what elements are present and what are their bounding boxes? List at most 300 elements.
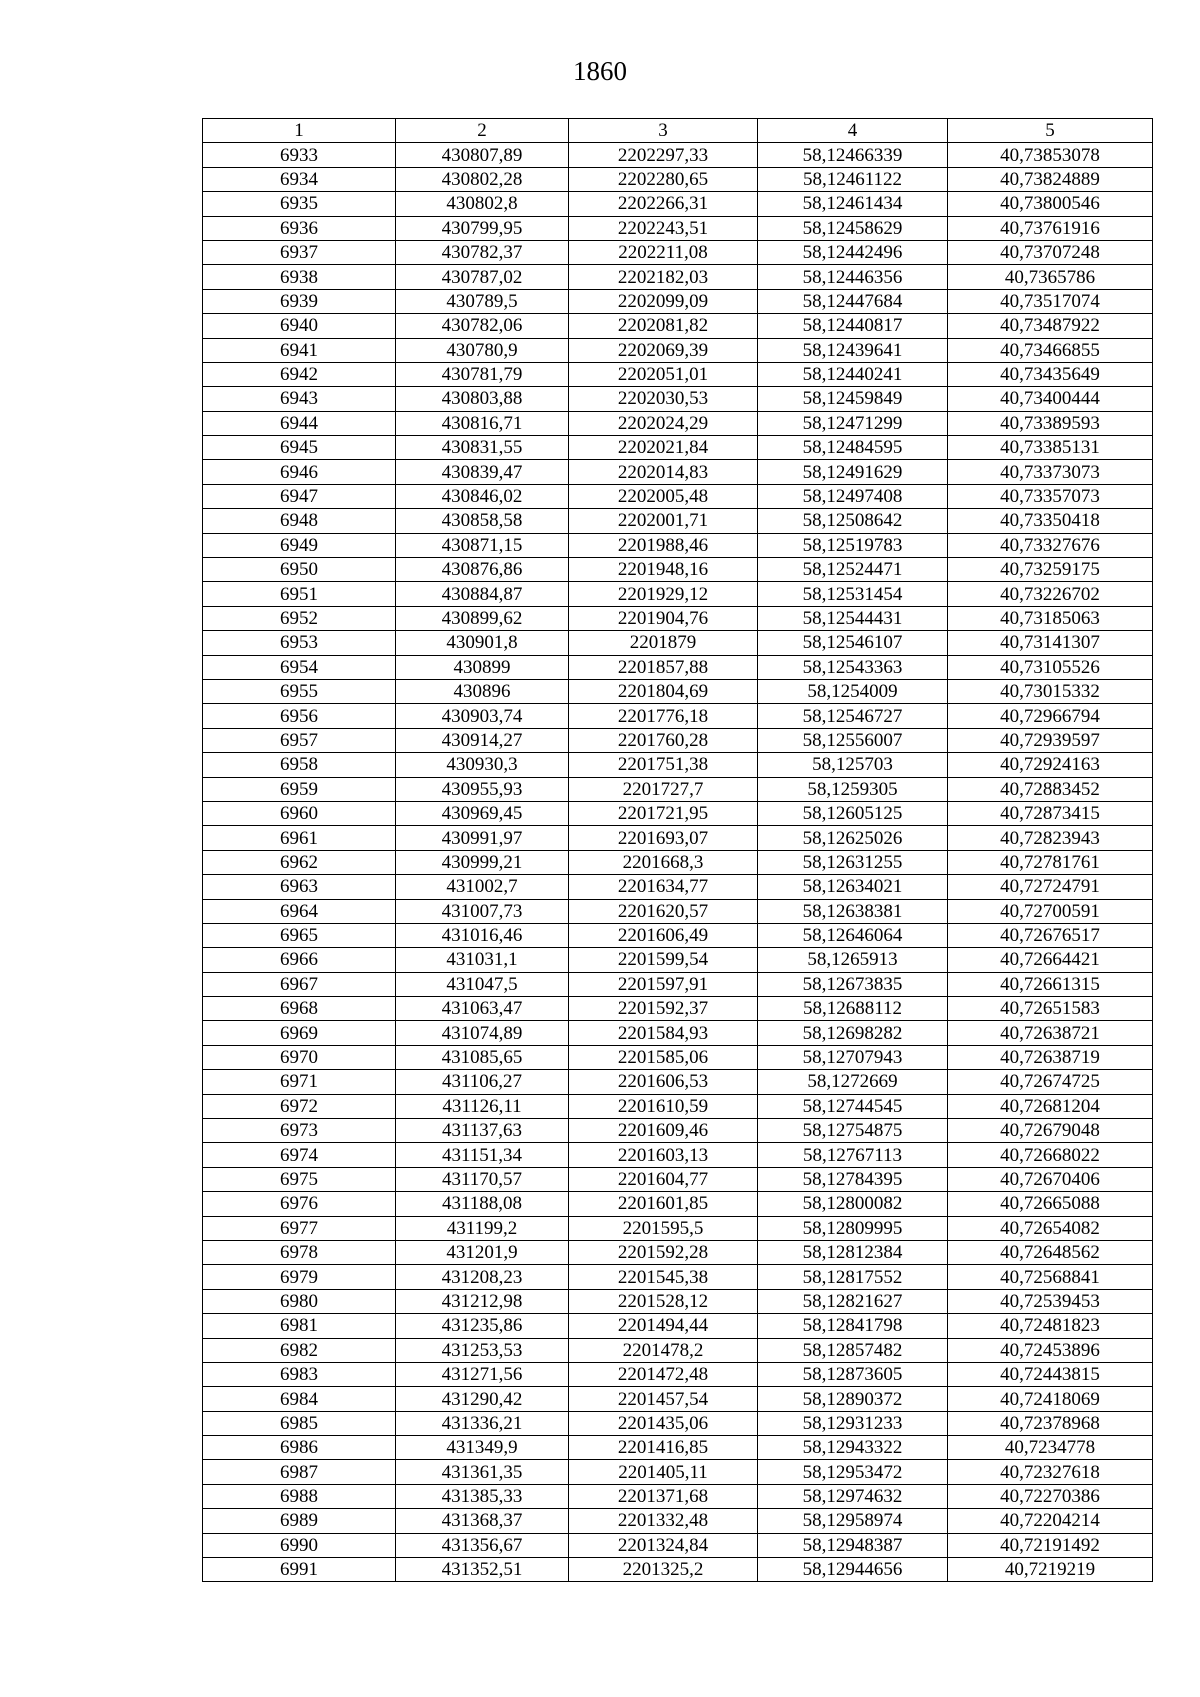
table-cell: 6960 — [203, 801, 396, 825]
table-cell: 6933 — [203, 143, 396, 167]
table-cell: 431352,51 — [396, 1558, 569, 1582]
table-cell: 40,72665088 — [948, 1192, 1153, 1216]
table-cell: 6973 — [203, 1119, 396, 1143]
table-cell: 6951 — [203, 582, 396, 606]
table-cell: 2201620,57 — [569, 899, 758, 923]
table-cell: 431368,37 — [396, 1509, 569, 1533]
table-cell: 40,72674725 — [948, 1070, 1153, 1094]
table-cell: 40,73015332 — [948, 679, 1153, 703]
table-cell: 40,7365786 — [948, 265, 1153, 289]
table-cell: 2201457,54 — [569, 1387, 758, 1411]
table-cell: 2201776,18 — [569, 704, 758, 728]
table-cell: 6978 — [203, 1240, 396, 1264]
table-cell: 431385,33 — [396, 1484, 569, 1508]
table-cell: 40,73350418 — [948, 509, 1153, 533]
table-cell: 40,72443815 — [948, 1362, 1153, 1386]
table-cell: 6934 — [203, 167, 396, 191]
table-cell: 58,12556007 — [758, 728, 948, 752]
table-cell: 58,12442496 — [758, 240, 948, 264]
table-cell: 6943 — [203, 387, 396, 411]
table-cell: 2201610,59 — [569, 1094, 758, 1118]
table-cell: 430846,02 — [396, 484, 569, 508]
table-cell: 40,72873415 — [948, 801, 1153, 825]
table-cell: 430839,47 — [396, 460, 569, 484]
table-row — [203, 484, 1153, 508]
table-cell: 40,73761916 — [948, 216, 1153, 240]
table-cell: 2201325,2 — [569, 1558, 758, 1582]
table-cell: 6963 — [203, 875, 396, 899]
table-row — [203, 1362, 1153, 1386]
table-row — [203, 216, 1153, 240]
table-cell: 58,1254009 — [758, 679, 948, 703]
table-cell: 58,12484595 — [758, 436, 948, 460]
table-cell: 58,1272669 — [758, 1070, 948, 1094]
table-cell: 2201601,85 — [569, 1192, 758, 1216]
table-cell: 40,72638719 — [948, 1045, 1153, 1069]
header-row — [203, 119, 1153, 143]
table-cell: 430799,95 — [396, 216, 569, 240]
table-cell: 40,72327618 — [948, 1460, 1153, 1484]
table-cell: 40,73389593 — [948, 411, 1153, 435]
table-cell: 431271,56 — [396, 1362, 569, 1386]
table-row — [203, 728, 1153, 752]
table-cell: 58,12943322 — [758, 1436, 948, 1460]
table-cell: 2202081,82 — [569, 314, 758, 338]
table-cell: 2202182,03 — [569, 265, 758, 289]
table-cell: 430899,62 — [396, 606, 569, 630]
table-cell: 58,12821627 — [758, 1289, 948, 1313]
table-cell: 58,12948387 — [758, 1533, 948, 1557]
table-cell: 2201595,5 — [569, 1216, 758, 1240]
table-cell: 40,72823943 — [948, 826, 1153, 850]
table-cell: 58,12800082 — [758, 1192, 948, 1216]
table-cell: 430876,86 — [396, 558, 569, 582]
table-cell: 2201693,07 — [569, 826, 758, 850]
table-row — [203, 972, 1153, 996]
table-cell: 40,72724791 — [948, 875, 1153, 899]
table-cell: 431031,1 — [396, 948, 569, 972]
table-cell: 6935 — [203, 192, 396, 216]
table-cell: 430930,3 — [396, 753, 569, 777]
table-cell: 40,73466855 — [948, 338, 1153, 362]
table-row — [203, 387, 1153, 411]
table-row — [203, 1338, 1153, 1362]
table-cell: 2201751,38 — [569, 753, 758, 777]
table-cell: 6990 — [203, 1533, 396, 1557]
table-row — [203, 606, 1153, 630]
coordinates-table — [202, 118, 1153, 1582]
table-cell: 58,12447684 — [758, 289, 948, 313]
table-cell: 2202005,48 — [569, 484, 758, 508]
table-cell: 6972 — [203, 1094, 396, 1118]
table-cell: 40,73259175 — [948, 558, 1153, 582]
table-cell: 2202030,53 — [569, 387, 758, 411]
table-row — [203, 899, 1153, 923]
table-cell: 40,72204214 — [948, 1509, 1153, 1533]
table-cell: 6940 — [203, 314, 396, 338]
table-cell: 40,73185063 — [948, 606, 1153, 630]
table-cell: 431290,42 — [396, 1387, 569, 1411]
table-cell: 40,72191492 — [948, 1533, 1153, 1557]
table-cell: 430914,27 — [396, 728, 569, 752]
table-cell: 6944 — [203, 411, 396, 435]
table-cell: 6981 — [203, 1314, 396, 1338]
table-row — [203, 1484, 1153, 1508]
table-row — [203, 460, 1153, 484]
table-cell: 6987 — [203, 1460, 396, 1484]
table-cell: 6947 — [203, 484, 396, 508]
table-row — [203, 679, 1153, 703]
table-cell: 2201584,93 — [569, 1021, 758, 1045]
table-row — [203, 314, 1153, 338]
table-cell: 2201948,16 — [569, 558, 758, 582]
table-row — [203, 875, 1153, 899]
table-row — [203, 1143, 1153, 1167]
table-cell: 6988 — [203, 1484, 396, 1508]
table-cell: 40,73517074 — [948, 289, 1153, 313]
table-row — [203, 143, 1153, 167]
column-header: 4 — [758, 119, 948, 143]
table-cell: 6969 — [203, 1021, 396, 1045]
table-cell: 6989 — [203, 1509, 396, 1533]
table-cell: 6966 — [203, 948, 396, 972]
table-cell: 2201416,85 — [569, 1436, 758, 1460]
table-cell: 58,12841798 — [758, 1314, 948, 1338]
table-cell: 431002,7 — [396, 875, 569, 899]
table-row — [203, 558, 1153, 582]
table-cell: 58,12497408 — [758, 484, 948, 508]
table-cell: 6985 — [203, 1411, 396, 1435]
table-cell: 6959 — [203, 777, 396, 801]
table-cell: 40,73105526 — [948, 655, 1153, 679]
table-cell: 431201,9 — [396, 1240, 569, 1264]
table-cell: 2201597,91 — [569, 972, 758, 996]
table-cell: 58,12631255 — [758, 850, 948, 874]
table-row — [203, 1216, 1153, 1240]
table-cell: 430969,45 — [396, 801, 569, 825]
table-cell: 58,12646064 — [758, 923, 948, 947]
table-row — [203, 362, 1153, 386]
table-cell: 40,72651583 — [948, 997, 1153, 1021]
table-cell: 2202297,33 — [569, 143, 758, 167]
table-cell: 6938 — [203, 265, 396, 289]
table-cell: 2201879 — [569, 631, 758, 655]
table-cell: 40,73435649 — [948, 362, 1153, 386]
table-cell: 2201371,68 — [569, 1484, 758, 1508]
column-header: 1 — [203, 119, 396, 143]
table-cell: 2201988,46 — [569, 533, 758, 557]
table-cell: 2201472,48 — [569, 1362, 758, 1386]
table-row — [203, 1265, 1153, 1289]
table-cell: 6949 — [203, 533, 396, 557]
table-row — [203, 1094, 1153, 1118]
table-cell: 2201857,88 — [569, 655, 758, 679]
table-row — [203, 923, 1153, 947]
table-row — [203, 289, 1153, 313]
table-cell: 40,73357073 — [948, 484, 1153, 508]
table-cell: 2201634,77 — [569, 875, 758, 899]
table-cell: 431074,89 — [396, 1021, 569, 1045]
table-cell: 2202243,51 — [569, 216, 758, 240]
table-cell: 2202014,83 — [569, 460, 758, 484]
table-cell: 58,12461122 — [758, 167, 948, 191]
table-row — [203, 631, 1153, 655]
table-cell: 58,12544431 — [758, 606, 948, 630]
table-cell: 6980 — [203, 1289, 396, 1313]
table-row — [203, 850, 1153, 874]
table-cell: 431208,23 — [396, 1265, 569, 1289]
table-row — [203, 753, 1153, 777]
table-cell: 6976 — [203, 1192, 396, 1216]
table-cell: 40,73141307 — [948, 631, 1153, 655]
table-cell: 40,72418069 — [948, 1387, 1153, 1411]
table-cell: 58,12744545 — [758, 1094, 948, 1118]
table-row — [203, 1509, 1153, 1533]
table-cell: 6968 — [203, 997, 396, 1021]
table-cell: 430807,89 — [396, 143, 569, 167]
table-row — [203, 948, 1153, 972]
table-cell: 431137,63 — [396, 1119, 569, 1143]
table-cell: 2201721,95 — [569, 801, 758, 825]
table-cell: 2201804,69 — [569, 679, 758, 703]
table-cell: 58,12531454 — [758, 582, 948, 606]
table-row — [203, 338, 1153, 362]
table-cell: 6983 — [203, 1362, 396, 1386]
table-cell: 2201604,77 — [569, 1167, 758, 1191]
table-cell: 58,12466339 — [758, 143, 948, 167]
table-cell: 2202099,09 — [569, 289, 758, 313]
table-cell: 6957 — [203, 728, 396, 752]
table-cell: 430816,71 — [396, 411, 569, 435]
table-cell: 2201478,2 — [569, 1338, 758, 1362]
table-cell: 2201324,84 — [569, 1533, 758, 1557]
table-cell: 431336,21 — [396, 1411, 569, 1435]
table-row — [203, 1460, 1153, 1484]
table-cell: 430782,37 — [396, 240, 569, 264]
table-cell: 6945 — [203, 436, 396, 460]
table-cell: 2201603,13 — [569, 1143, 758, 1167]
table-row — [203, 1045, 1153, 1069]
column-header: 5 — [948, 119, 1153, 143]
table-cell: 40,72481823 — [948, 1314, 1153, 1338]
table-row — [203, 1021, 1153, 1045]
table-row — [203, 1436, 1153, 1460]
table-cell: 2202001,71 — [569, 509, 758, 533]
table-cell: 40,72924163 — [948, 753, 1153, 777]
table-cell: 58,12605125 — [758, 801, 948, 825]
column-header: 3 — [569, 119, 758, 143]
table-cell: 58,12944656 — [758, 1558, 948, 1582]
table-cell: 58,12440241 — [758, 362, 948, 386]
table-cell: 58,12817552 — [758, 1265, 948, 1289]
table-cell: 2202266,31 — [569, 192, 758, 216]
table-row — [203, 509, 1153, 533]
table-cell: 6956 — [203, 704, 396, 728]
table-cell: 6953 — [203, 631, 396, 655]
table-cell: 2202021,84 — [569, 436, 758, 460]
table-row — [203, 1119, 1153, 1143]
table-cell: 58,12974632 — [758, 1484, 948, 1508]
table-cell: 40,7219219 — [948, 1558, 1153, 1582]
table-cell: 58,12688112 — [758, 997, 948, 1021]
table-cell: 58,12446356 — [758, 265, 948, 289]
table-row — [203, 1411, 1153, 1435]
table-cell: 40,72664421 — [948, 948, 1153, 972]
table-cell: 58,12491629 — [758, 460, 948, 484]
table-cell: 6970 — [203, 1045, 396, 1069]
table-row — [203, 1558, 1153, 1582]
table-cell: 431235,86 — [396, 1314, 569, 1338]
table-cell: 2202069,39 — [569, 338, 758, 362]
table-cell: 2201609,46 — [569, 1119, 758, 1143]
table-cell: 58,12638381 — [758, 899, 948, 923]
table-row — [203, 240, 1153, 264]
table-cell: 430780,9 — [396, 338, 569, 362]
table-cell: 430899 — [396, 655, 569, 679]
table-cell: 40,73400444 — [948, 387, 1153, 411]
table-cell: 6982 — [203, 1338, 396, 1362]
table-cell: 431151,34 — [396, 1143, 569, 1167]
table-cell: 2201904,76 — [569, 606, 758, 630]
table-cell: 6954 — [203, 655, 396, 679]
table-cell: 40,72668022 — [948, 1143, 1153, 1167]
table-cell: 6977 — [203, 1216, 396, 1240]
table-cell: 6941 — [203, 338, 396, 362]
table-cell: 6958 — [203, 753, 396, 777]
table-cell: 430803,88 — [396, 387, 569, 411]
table-cell: 40,72654082 — [948, 1216, 1153, 1240]
table-cell: 431361,35 — [396, 1460, 569, 1484]
table-cell: 58,12543363 — [758, 655, 948, 679]
table-cell: 40,72378968 — [948, 1411, 1153, 1435]
table-cell: 6937 — [203, 240, 396, 264]
table-cell: 58,12461434 — [758, 192, 948, 216]
table-cell: 2202280,65 — [569, 167, 758, 191]
table-cell: 40,72966794 — [948, 704, 1153, 728]
table-cell: 2201585,06 — [569, 1045, 758, 1069]
table-cell: 40,73853078 — [948, 143, 1153, 167]
table-row — [203, 533, 1153, 557]
table-cell: 2201405,11 — [569, 1460, 758, 1484]
table-cell: 40,73824889 — [948, 167, 1153, 191]
table-row — [203, 582, 1153, 606]
table-cell: 431047,5 — [396, 972, 569, 996]
table-cell: 40,72883452 — [948, 777, 1153, 801]
table-cell: 431356,67 — [396, 1533, 569, 1557]
table-cell: 40,72648562 — [948, 1240, 1153, 1264]
table-cell: 58,12440817 — [758, 314, 948, 338]
table-cell: 430901,8 — [396, 631, 569, 655]
table-cell: 40,72939597 — [948, 728, 1153, 752]
table-cell: 431253,53 — [396, 1338, 569, 1362]
table-cell: 58,12857482 — [758, 1338, 948, 1362]
table-cell: 6942 — [203, 362, 396, 386]
table-cell: 58,12508642 — [758, 509, 948, 533]
table-cell: 430802,8 — [396, 192, 569, 216]
table-cell: 58,12767113 — [758, 1143, 948, 1167]
table-cell: 40,72679048 — [948, 1119, 1153, 1143]
table-cell: 431016,46 — [396, 923, 569, 947]
table-cell: 430781,79 — [396, 362, 569, 386]
table-cell: 430802,28 — [396, 167, 569, 191]
table-cell: 6946 — [203, 460, 396, 484]
table-cell: 40,72568841 — [948, 1265, 1153, 1289]
table-cell: 58,1259305 — [758, 777, 948, 801]
table-cell: 431085,65 — [396, 1045, 569, 1069]
table-cell: 58,12812384 — [758, 1240, 948, 1264]
table-cell: 58,12625026 — [758, 826, 948, 850]
table-row — [203, 1070, 1153, 1094]
table-row — [203, 1387, 1153, 1411]
table-row — [203, 1167, 1153, 1191]
table-row — [203, 192, 1153, 216]
table-cell: 430782,06 — [396, 314, 569, 338]
table-cell: 6964 — [203, 899, 396, 923]
table-cell: 40,72453896 — [948, 1338, 1153, 1362]
table-cell: 58,12459849 — [758, 387, 948, 411]
table-cell: 6939 — [203, 289, 396, 313]
table-cell: 431349,9 — [396, 1436, 569, 1460]
table-cell: 58,12784395 — [758, 1167, 948, 1191]
table-cell: 40,72781761 — [948, 850, 1153, 874]
table-cell: 430831,55 — [396, 436, 569, 460]
table-cell: 2201545,38 — [569, 1265, 758, 1289]
table-cell: 40,73226702 — [948, 582, 1153, 606]
table-cell: 430787,02 — [396, 265, 569, 289]
table-cell: 40,7234778 — [948, 1436, 1153, 1460]
table-cell: 6991 — [203, 1558, 396, 1582]
table-cell: 58,12546727 — [758, 704, 948, 728]
table-cell: 58,12673835 — [758, 972, 948, 996]
table-row — [203, 826, 1153, 850]
table-cell: 2201435,06 — [569, 1411, 758, 1435]
table-cell: 6965 — [203, 923, 396, 947]
table-cell: 58,12634021 — [758, 875, 948, 899]
table-cell: 2201528,12 — [569, 1289, 758, 1313]
table-cell: 6961 — [203, 826, 396, 850]
table-cell: 58,12958974 — [758, 1509, 948, 1533]
table-cell: 6971 — [203, 1070, 396, 1094]
table-cell: 2201606,53 — [569, 1070, 758, 1094]
table-cell: 40,73487922 — [948, 314, 1153, 338]
table-cell: 6952 — [203, 606, 396, 630]
table-cell: 430903,74 — [396, 704, 569, 728]
table-cell: 58,1265913 — [758, 948, 948, 972]
table-cell: 431212,98 — [396, 1289, 569, 1313]
table-cell: 2201592,28 — [569, 1240, 758, 1264]
table-cell: 430896 — [396, 679, 569, 703]
table-row — [203, 265, 1153, 289]
table-cell: 40,73373073 — [948, 460, 1153, 484]
table-cell: 2201929,12 — [569, 582, 758, 606]
table-cell: 431188,08 — [396, 1192, 569, 1216]
table-cell: 40,72661315 — [948, 972, 1153, 996]
table-cell: 40,72638721 — [948, 1021, 1153, 1045]
table-cell: 40,72270386 — [948, 1484, 1153, 1508]
table-cell: 40,72700591 — [948, 899, 1153, 923]
table-cell: 2202211,08 — [569, 240, 758, 264]
table-row — [203, 1240, 1153, 1264]
table-row — [203, 1314, 1153, 1338]
table-row — [203, 411, 1153, 435]
table-row — [203, 655, 1153, 679]
table-cell: 58,12931233 — [758, 1411, 948, 1435]
table-cell: 58,12890372 — [758, 1387, 948, 1411]
table-cell: 6974 — [203, 1143, 396, 1167]
table-cell: 58,12809995 — [758, 1216, 948, 1240]
table-cell: 431007,73 — [396, 899, 569, 923]
table-row — [203, 1192, 1153, 1216]
